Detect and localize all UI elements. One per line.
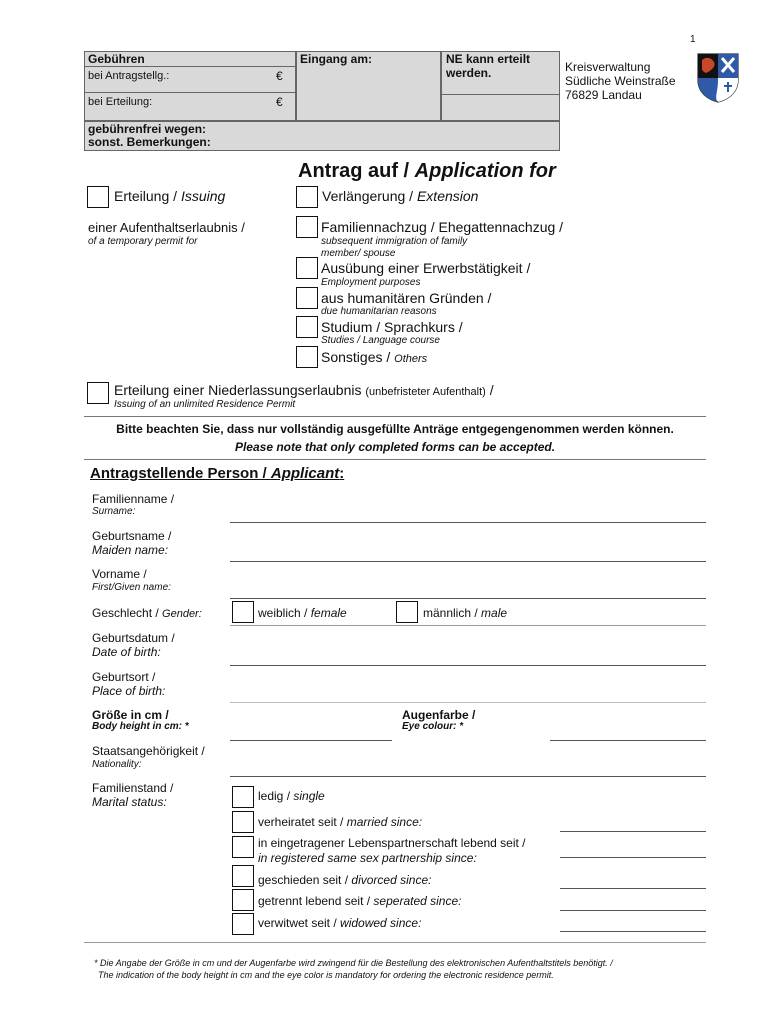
maiden-name-label-en: Maiden name:: [92, 543, 169, 557]
dob-field[interactable]: [230, 665, 706, 666]
first-name-field[interactable]: [230, 598, 706, 599]
notice-en: Please note that only completed forms can be accepted.: [234, 440, 556, 454]
extension-label: Verlängerung / Extension: [322, 188, 479, 204]
fee-free-label: gebührenfrei wegen:: [88, 122, 207, 136]
purpose-family-label-en: subsequent immigration of family: [321, 236, 468, 247]
marital-widowed-label: verwitwet seit / widowed since:: [258, 916, 422, 930]
marital-married-checkbox[interactable]: [232, 811, 254, 833]
settlement-permit-label-en: Issuing of an unlimited Residence Permit: [114, 399, 296, 410]
authority-district: Südliche Weinstraße: [565, 74, 676, 88]
surname-label-en: Surname:: [92, 506, 136, 517]
nationality-label-en: Nationality:: [92, 759, 142, 770]
footnote-de: * Die Angabe der Größe in cm und der Augenfarbe wird zwingend für die Bestellung des elektronischen Aufenthaltstitels benötigt. /: [94, 958, 613, 968]
remarks-label: sonst. Bemerkungen:: [88, 135, 211, 149]
marital-divorced-label: geschieden seit / divorced since:: [258, 873, 432, 887]
notice-de: Bitte beachten Sie, dass nur vollständig ausgefüllte Anträge entgegengenommen werden können.: [116, 422, 674, 436]
coat-of-arms-icon: [696, 52, 740, 104]
marital-married-label: verheiratet seit / married since:: [258, 815, 423, 829]
eye-colour-label-en: Eye colour: *: [402, 721, 464, 732]
height-label-en: Body height in cm: *: [92, 721, 189, 732]
purpose-studies-label-en: Studies / Language course: [321, 335, 440, 346]
purpose-humanitarian-checkbox[interactable]: [296, 287, 318, 309]
purpose-humanitarian-label-en: due humanitarian reasons: [321, 306, 437, 317]
separated-since-field[interactable]: [560, 910, 706, 911]
married-since-field[interactable]: [560, 831, 706, 832]
marital-divorced-checkbox[interactable]: [232, 865, 254, 887]
currency-symbol: €: [276, 95, 283, 109]
marital-single-label: ledig / single: [258, 789, 325, 803]
temp-permit-label: einer Aufenthaltserlaubnis /: [88, 220, 245, 235]
marital-partnership-checkbox[interactable]: [232, 836, 254, 858]
purpose-family-label: Familiennachzug / Ehegattennachzug /: [321, 219, 564, 235]
footnote: [94, 957, 706, 981]
issuing-checkbox[interactable]: [87, 186, 109, 208]
surname-field[interactable]: [230, 522, 706, 523]
partnership-since-field[interactable]: [560, 857, 706, 858]
nationality-label: Staatsangehörigkeit /: [92, 744, 205, 758]
purpose-other-label: Sonstiges / Others: [321, 349, 428, 365]
dob-label: Geburtsdatum /: [92, 631, 175, 645]
gender-female-label: weiblich / female: [258, 606, 347, 620]
marital-separated-checkbox[interactable]: [232, 889, 254, 911]
purpose-family-checkbox[interactable]: [296, 216, 318, 238]
settlement-permit-label: Erteilung einer Niederlassungserlaubnis (unbefristeter Aufenthalt) /: [114, 382, 494, 398]
marital-partnership-label-en: in registered same sex partnership since:: [258, 851, 477, 865]
marital-single-checkbox[interactable]: [232, 786, 254, 808]
extension-checkbox[interactable]: [296, 186, 318, 208]
marital-partnership-label: in eingetragener Lebenspartnerschaft lebend seit /: [258, 836, 526, 850]
gender-female-checkbox[interactable]: [232, 601, 254, 623]
form-title: Antrag auf / Application for: [298, 160, 556, 182]
purpose-family-label-en2: member/ spouse: [321, 248, 396, 259]
height-label: Größe in cm /: [92, 708, 169, 722]
purpose-studies-checkbox[interactable]: [296, 316, 318, 338]
page-number: 1: [690, 34, 696, 45]
authority-name: Kreisverwaltung: [565, 60, 651, 74]
divorced-since-field[interactable]: [560, 888, 706, 889]
marital-status-label: Familienstand /: [92, 781, 174, 795]
currency-symbol: €: [276, 69, 283, 83]
settlement-permit-checkbox[interactable]: [87, 382, 109, 404]
widowed-since-field[interactable]: [560, 931, 706, 932]
maiden-name-label: Geburtsname /: [92, 529, 172, 543]
temp-permit-label-en: of a temporary permit for: [88, 236, 198, 247]
gender-male-checkbox[interactable]: [396, 601, 418, 623]
purpose-employment-checkbox[interactable]: [296, 257, 318, 279]
maiden-name-field[interactable]: [230, 561, 706, 562]
purpose-employment-label-en: Employment purposes: [321, 277, 421, 288]
gender-row-rule: [230, 625, 706, 626]
gender-label: Geschlecht / Gender:: [92, 606, 202, 620]
issuing-label: Erteilung / Issuing: [114, 188, 226, 204]
surname-label: Familienname /: [92, 492, 175, 506]
authority-address: [565, 60, 676, 102]
height-field[interactable]: [230, 740, 392, 741]
authority-city: 76829 Landau: [565, 88, 642, 102]
purpose-humanitarian-label: aus humanitären Gründen /: [321, 290, 492, 306]
footnote-en: The indication of the body height in cm and the eye color is mandatory for ordering the electronic residence permit.: [98, 970, 554, 980]
purpose-employment-label: Ausübung einer Erwerbstätigkeit /: [321, 260, 531, 276]
fee-on-application-label: bei Antragstellg.:: [88, 70, 170, 82]
eye-colour-field[interactable]: [550, 740, 706, 741]
eye-colour-label: Augenfarbe /: [402, 708, 476, 722]
purpose-other-checkbox[interactable]: [296, 346, 318, 368]
marital-separated-label: getrennt lebend seit / seperated since:: [258, 894, 462, 908]
first-name-label: Vorname /: [92, 567, 147, 581]
pob-label-en: Place of birth:: [92, 684, 166, 698]
pob-label: Geburtsort /: [92, 670, 156, 684]
dob-label-en: Date of birth:: [92, 645, 161, 659]
fee-on-issue-label: bei Erteilung:: [88, 96, 153, 108]
pob-field[interactable]: [230, 702, 706, 703]
marital-widowed-checkbox[interactable]: [232, 913, 254, 935]
applicant-heading: Antragstellende Person / Applicant:: [90, 465, 345, 482]
marital-status-label-en: Marital status:: [92, 795, 167, 809]
first-name-label-en: First/Given name:: [92, 582, 171, 593]
gender-male-label: männlich / male: [423, 606, 508, 620]
fees-title: Gebühren: [88, 52, 145, 66]
purpose-studies-label: Studium / Sprachkurs /: [321, 319, 463, 335]
ne-label: NE kann erteilt werden.: [446, 52, 531, 80]
received-label: Eingang am:: [300, 52, 373, 66]
nationality-field[interactable]: [230, 776, 706, 777]
